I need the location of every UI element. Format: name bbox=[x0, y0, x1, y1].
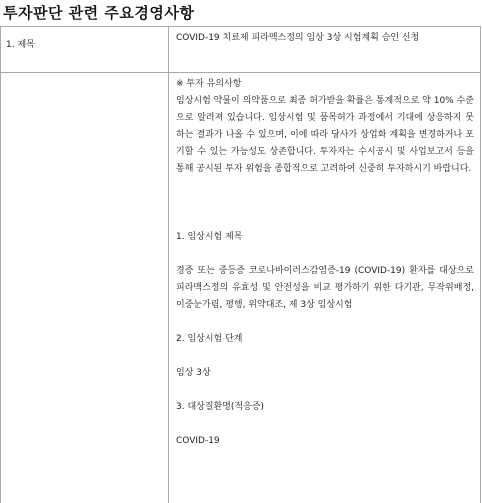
disclosure-table bbox=[0, 26, 481, 503]
spacer bbox=[176, 416, 474, 433]
title-label-cell bbox=[1, 27, 169, 73]
section-1-text: 경증 또는 중등증 코로나바이러스감염증-19 (COVID-19) 환자를 대상으로 피라맥스정의 유효성 및 안전성을 비교 평가하기 위한 다기관, 무작위배정, 이중눈가림, 평행, 위약대조, 제 3상 임상시험 bbox=[176, 263, 474, 314]
notice-text: 임상시험 약물이 의약품으로 최종 허가받을 확률은 통계적으로 약 10% 수준으로 알려져 있습니다. 임상시험 및 품목허가 과정에서 기대에 상응하지 못하는 결과가 나올 수 있으며, 이에 따라 당사가 상업화 계획을 변경하거나 포기할 수 있는 가능성도 상존합니다. 투자자는 수시공시 및 사업보고서 등을 통해 공시된 투자 위험을 종합적으로 고려하여 신중히 투자하시기 바랍니다. bbox=[176, 93, 474, 178]
spacer bbox=[176, 314, 474, 331]
section-2-heading: 2. 임상시험 단계 bbox=[176, 331, 474, 348]
section-2-text: 임상 3상 bbox=[176, 365, 474, 382]
title-label: 1. 제목 bbox=[6, 40, 35, 50]
body-label-cell bbox=[1, 73, 169, 503]
spacer bbox=[176, 212, 474, 229]
title-value: COVID-19 치료제 피라맥스정의 임상 3상 시험계획 승인 신청 bbox=[176, 33, 419, 43]
section-3-heading: 3. 대상질환명(적응증) bbox=[176, 399, 474, 416]
body-row bbox=[1, 73, 481, 503]
spacer bbox=[176, 246, 474, 263]
spacer bbox=[176, 382, 474, 399]
spacer bbox=[176, 178, 474, 212]
section-1-heading: 1. 임상시험 제목 bbox=[176, 229, 474, 246]
section-3-text: COVID-19 bbox=[176, 433, 474, 450]
title-value-cell bbox=[169, 27, 481, 73]
title-row bbox=[1, 27, 481, 73]
body-value-cell bbox=[169, 73, 481, 503]
page-title: 투자판단 관련 주요경영사항 bbox=[3, 2, 194, 23]
notice-heading: ※ 투자 유의사항 bbox=[176, 76, 474, 93]
spacer bbox=[176, 348, 474, 365]
